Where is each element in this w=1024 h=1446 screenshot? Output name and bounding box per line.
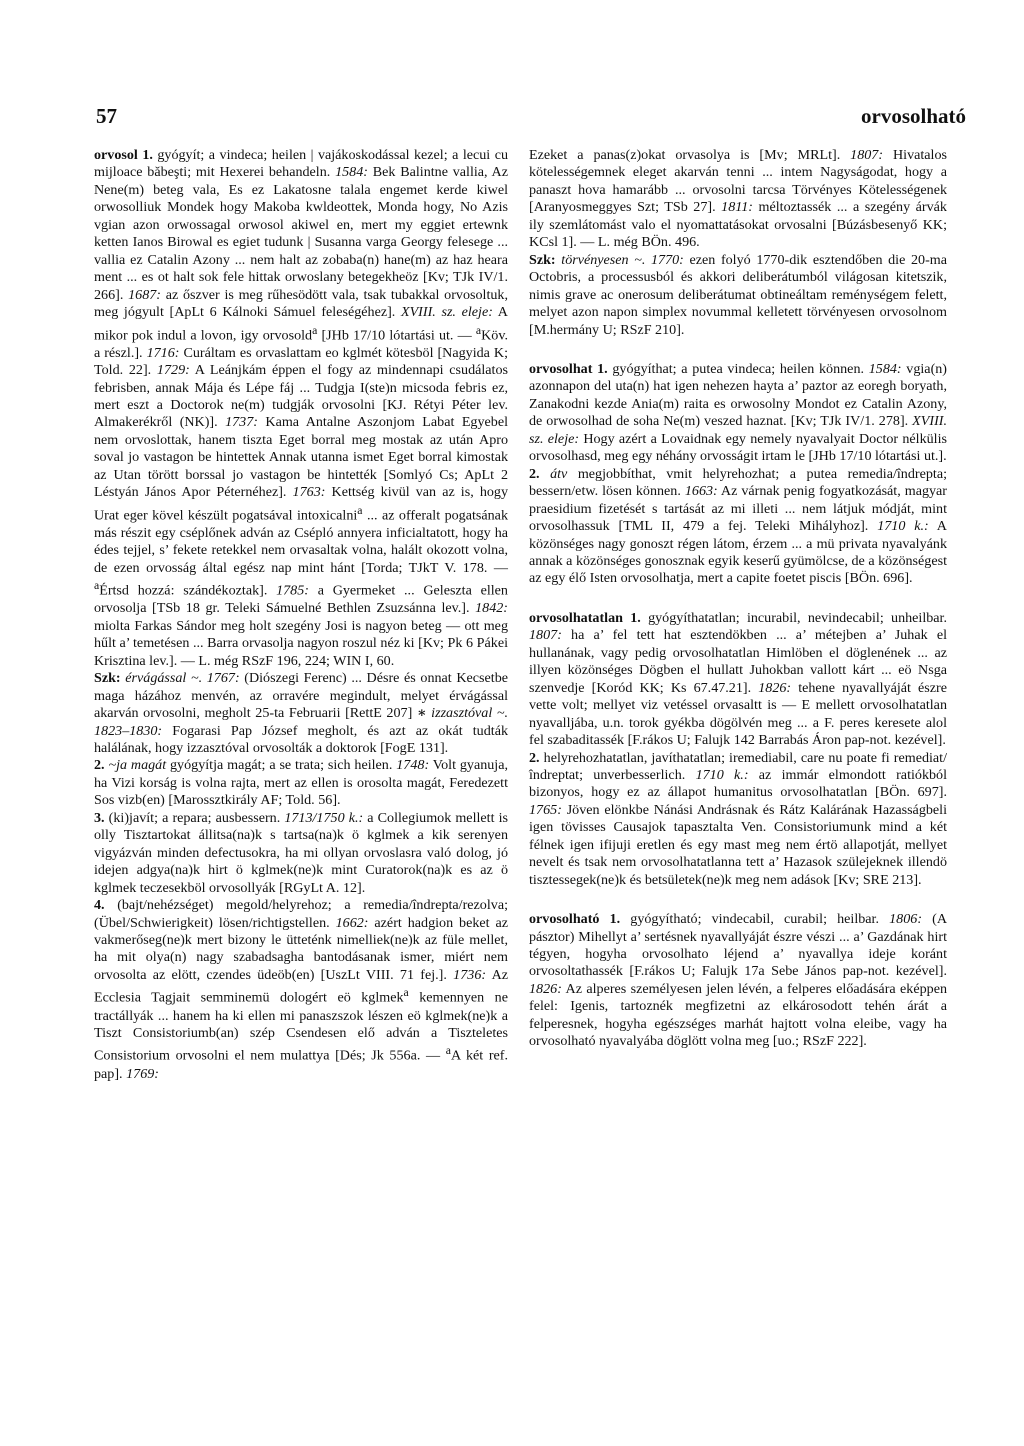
entry-gap bbox=[529, 339, 947, 361]
dictionary-paragraph: Szk: törvényesen ~. 1770: ezen folyó 1770-dik esztendőben die 20-ma Octobris, a processusból és akkori deliberátumból világosan kitetszik, nimis grave ac onerosum deliberátumat obtineáltam reménységem felett, melyet azon napon simplex novummal kelletett törvényesen orvosolnom [M.hermány U; RSzF 210]. bbox=[529, 251, 947, 338]
dictionary-paragraph: orvosol 1. gyógyít; a vindeca; heilen | vajákoskodással kezel; a lecui cu mijloace băbeşti; mit Hexerei behandeln. 1584: Bek Balintne vallia, Az Nene(m) beteg vala, Es ez Lakatosne talala engemet kerde kiwel orwosolliuk Mondek hogy Makoba kwldeottek, Monda hogy, No Azis vgian azon orwossagal orwosol akiwel en, mert my eggiet ertewnk ketten Ianos Birowal es egiet tudunk | Susanna varga Georgy felesege ... vallia ez Catalin Azony ... nem halt az zobaba(n) hane(m) az haz heara ment ... es ot halt sok fele hittak orwoslany betegekheöz [Kv; TJk IV/1. 266]. 1687: az őszver is meg rűhesödött vala, tsak tubakkal orvosoltuk, meg jógyult [ApLt 6 Kálnoki Sámuel feleségéhez]. XVIII. sz. eleje: A mikor pok indul a lovon, igy orvosold$^a$ [JHb 17/10 lótartási ut. — $^a$Köv. a részl.]. 1716: Curáltam es orvaslattam eo kglmét kötesböl [Nagyida K; Told. 22]. 1729: A Leánjkám éppen el fogy az mindennapi csudálatos febrisben, annak Mája és Lépe fáj ... Tudgja I(ste)n micsoda febris ez, mert eszt a Doctorok ne(m) tudgják orvosolni [KJ. Rétyi Péter lev. Almakerékről (NK)]. 1737: Kama Antalne Aszonjom Labat Egyebel nem orvoslottak, hanem tiszta Eget borral meg mostak az után Apro soval jo vastagon be hintettek Annak utanna ismet Eget borral kimostak az Utan törött borssal jo vastagon be hintették [Somlyó Cs; ApLt 2 Léstyán János Apor Péternéhez]. 1763: Kettség kivül van az is, hogy Urat eger kövel készült pogatsával intoxicalni$^a$ ... az offeralt pogatsának más részit egy cséplőnek adván az Csépló annyera inficialtatott, hogy ha édes tejjel, s’ fekete retekkel nem orvasaltak volna, halált okozott volna, de ezen orvosság által egész nap mint hánt [Torda; TJkT V. 178. — $^a$Értsd hozzá: szándékoztak]. 1785: a Gyermeket ... Geleszta ellen orvosolja [TSb 18 gr. Teleki Sámuelné Bethlen Zsuzsánna lev.]. 1842: miolta Farkas Sándor meg holt szegény Josi is nagyon beteg — ott meg hűlt a’ temetésen ... Barra orvasolja nagyon roszul néz ki [Kv; Pk 6 Pákei Krisztina lev.]. — L. még RSzF 196, 224; WIN I, 60. bbox=[94, 147, 509, 669]
dictionary-paragraph: orvosolhatatlan 1. gyógyíthatatlan; incurabil, nevindecabil; unheilbar. 1807: ha a’ fel tett hat esztendökben ... a’ métejben a’ Juhak el hullanának, vagy pedig orvosolhatatlan Himlöben el döglenének ... az illyen közönséges Dögben el hullatt Juhokban vallott kárt ... eö Nsga szenvedje [Koród KK; Ks 67.47.21]. 1826: tehene nyavallyáját észre vette volt; mellyet viz vetéssel orvasaltt is — E mellett orvosolhatatlan nyavalljába, u.n. torok gyékba dögölvén meg ... a F. peres keresete alol fel szabaditassék [F.rákos U; Falujk 142 Barrabás Áron pap-not. kezével]. bbox=[529, 609, 947, 749]
dictionary-paragraph: 2. ~ja magát gyógyítja magát; a se trata; sich heilen. 1748: Volt gyanuja, ha Vizi korság is volna rajta, mert az ellen is orosolta magát, Feredezett Sos vizb(en) [Marossztkirály AF; Told. 56]. bbox=[94, 757, 508, 809]
dictionary-paragraph: 2. átv megjobbíthat, vmit helyrehozhat; a putea remedia/îndrepta; bessern/etw. lösen können. 1663: Az várnak penig fogyatkozását, magyar praesidium fizetését s tartását az mi illeti ... nem látjuk módját, mint orvosolhassuk [TML II, 479 a fej. Teleki Mihályhoz]. 1710 k.: A közönséges nagy gonoszt régen látom, érzem ... a mü privata nyavalyánk annak a közönséges gonosznak egyik keserű gyümölcse, de a közönségest az egy élő Isten orvosolhatja, mert a capite foetet piscis [BÖn. 696]. bbox=[529, 465, 947, 587]
dictionary-paragraph: 2. helyrehozhatatlan, javíthatatlan; iremediabil, care nu poate fi remediat/îndreptat; unverbesserlich. 1710 k.: az immár elmondott ratiókból bizonyos, hogy ez az állapot humanitus orvosolhatatlan [BÖn. 697]. 1765: Jöven elönkbe Nánási Andrásnak és Rátz Kalárának Hazasságbeli igen tövisses Causajok tapasztalta Ven. Consistoriumunk mind a két félnek igen ifijuji eretlen és egy mast meg nem értö allapotját, mellyet nevelt és tsak nem orvosolhatatlanna tett a’ Hazasok szülejeknek illendö tisztessegek(ne)k és betsületek(ne)k meg nem adások [Kv; SRE 213]. bbox=[529, 749, 947, 888]
entry-gap bbox=[529, 889, 947, 911]
page-number: 57 bbox=[96, 104, 117, 128]
dictionary-paragraph: Ezeket a panas(z)okat orvasolya is [Mv; MRLt]. 1807: Hivatalos kötelességemnek eleget akarván tenni ... intem Nagyságodat, hogy a panaszt hova hamarább ... orvosolni tarcsa Törvényes Kötelességenek [Aranyosmeggyes Szt; TSb 27]. 1811: méltoztassék ... a szegény árvák ily szemlátomást valo el nyomattatásokat orvosalni [Búzásbesenyő KK; KCsl 1]. — L. még BÖn. 496. bbox=[529, 147, 947, 251]
dictionary-paragraph: orvosolható 1. gyógyítható; vindecabil, curabil; heilbar. 1806: (A pásztor) Mihellyt a’ sertésnek nyavallyáját észre vészi ... a’ Gazdának hirt tégyen, hogyha orvosolhato léjend a’ nyavallya ideje koránt orvosoltathassék [F.rákos U; Falujk 17a Sebe János pap-not. kezével]. 1826: Az alperes személyesen jelen lévén, a felperes előadására eképpen felel: Igenis, tartoznék megfizetni az elkárosodott tehén árát a felperesnek, hogyha egészséges marhát hajtott volna eleibe, vagy ha orvosolható nyavalyába döglött volna meg [uo.; RSzF 222]. bbox=[529, 911, 947, 1050]
left-column bbox=[94, 147, 508, 1083]
entry-gap bbox=[529, 588, 947, 610]
running-head: orvosolható bbox=[861, 104, 966, 128]
dictionary-paragraph: orvosolhat 1. gyógyíthat; a putea vindeca; heilen können. 1584: vgia(n) azonnapon del uta(n) hat igen nehezen hayta a’ paztor az eoregh boryath, Zanakodni kezde Ania(m) raita es orwosolny Mondot ez Catalin Azony, de orwosolhad de soha Ne(m) veszed haznat. [Kv; TJk IV/1. 278]. XVIII. sz. eleje: Hogy azért a Lovaidnak egy nemely nyavalyait Doctor nélkülis orvosolhasd, meg egy néhány orvosságit irtam le [JHb 17/10 lótartási ut.]. bbox=[529, 360, 948, 465]
right-column bbox=[529, 147, 947, 1051]
dictionary-paragraph: Szk: érvágással ~. 1767: (Diószegi Ferenc) ... Désre és onnat Kecsetbe maga házához menvén, az orravére megindult, melyet érvágással akarván orvosolni, megholt 25-ta Februarii [RettE 207] ∗ izzasztóval ~. 1823–1830: Fogarasi Pap József megholt, és azt az okát tudták halálának, hogy izzasztóval orvosolták a doktorok [FogE 131]. bbox=[94, 670, 508, 757]
page-header bbox=[96, 104, 966, 134]
dictionary-paragraph: 3. (ki)javít; a repara; ausbessern. 1713/1750 k.: a Collegiumok mellett is olly Tisztartokat állitsa(na)k s tartsa(na)k ö kglmek a kik serenyen vigyázván minden defectusokra, ha mi ollyan orvoslasra való dolog, jó idejen adgya(na)k hirt ö kglmek(ne)k mint Curatorok(na)k es az ö kglmek teczesekböl orvosollyák [RGyLt A. 12]. bbox=[94, 809, 508, 896]
dictionary-paragraph: 4. (bajt/nehézséget) megold/helyrehoz; a remedia/îndrepta/rezolva; (Übel/Schwierigkeit) lösen/richtigstellen. 1662: azért hadgion beket az vakmerőseg(ne)k mert bizony le ütteténk nimelliek(ne)k az füle mellet, ha mit olya(n) nagy szabadsagha bantodásanak ismer, miért nem orvosolta az elött, czendes üdeöb(en) [UszLt VIII. 71 fej.]. 1736: Az Ecclesia Tagjait semminemü dologért eö kglmek$^a$ kemennyen ne tractállyák ... hanem ha ki ellen mi panaszszok lészen eö kglmek(ne)k a Tiszt Consistoriumb(an) szép Csendesen elő adván a Tiszteletes Consistorium orvosolni el nem mulattya [Dés; Jk 556a. — $^a$A két ref. pap]. 1769: bbox=[94, 897, 509, 1082]
